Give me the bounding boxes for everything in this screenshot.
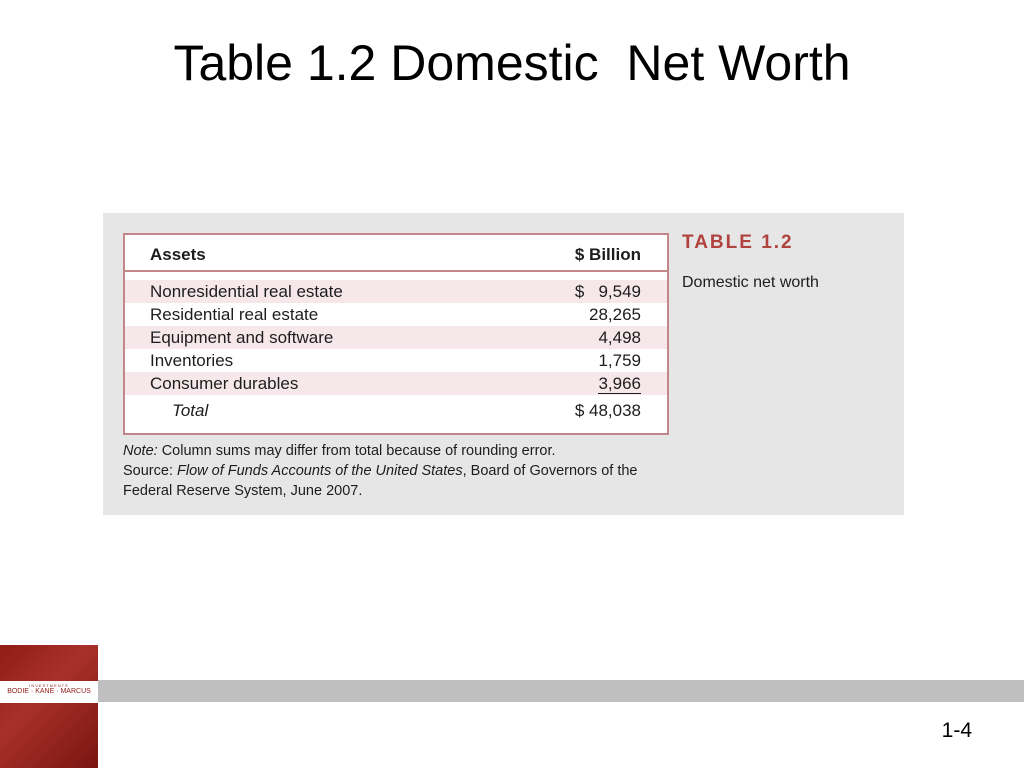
asset-value: 3,966 <box>598 374 641 393</box>
table-total-row <box>125 399 667 422</box>
page-number: 1-4 <box>941 719 972 742</box>
logo-band <box>0 681 98 703</box>
table-row <box>125 372 667 395</box>
book-logo <box>0 645 98 768</box>
asset-label: Nonresidential real estate <box>150 282 343 301</box>
note-label: Note: <box>123 443 158 459</box>
header-assets: Assets <box>150 245 206 264</box>
total-value: $ 48,038 <box>574 401 641 420</box>
header-value: $ Billion <box>574 245 641 264</box>
source-label: Source: <box>123 463 177 479</box>
logo-tagline: INVESTMENTS <box>29 683 69 688</box>
table-row <box>125 280 667 303</box>
asset-label: Equipment and software <box>150 328 334 347</box>
slide-title: Table 1.2 Domestic Net Worth <box>173 35 851 91</box>
table-header-row <box>125 243 667 266</box>
source-title: Flow of Funds Accounts of the United States <box>177 463 463 479</box>
net-worth-table <box>123 233 669 435</box>
note-line <box>123 441 683 461</box>
footer-bar <box>98 680 1024 702</box>
table-row <box>125 326 667 349</box>
table-row <box>125 349 667 372</box>
asset-value: 1,759 <box>598 351 641 370</box>
total-label: Total <box>172 401 209 420</box>
asset-value: 4,498 <box>598 328 641 347</box>
header-divider <box>125 270 667 272</box>
table-notes <box>123 441 683 501</box>
source-line <box>123 461 683 501</box>
asset-value: $ 9,549 <box>574 282 641 301</box>
note-text: Column sums may differ from total because of rounding error. <box>157 443 556 459</box>
table-panel <box>103 213 904 515</box>
table-caption: Domestic net worth <box>682 274 819 291</box>
asset-value: 28,265 <box>589 305 641 324</box>
source-text: , Board of Governors of the Federal Reserve System, June 2007. <box>123 463 638 499</box>
asset-label: Residential real estate <box>150 305 319 324</box>
asset-label: Consumer durables <box>150 374 299 393</box>
logo-text: BODIE · KANE · MARCUS <box>7 688 91 695</box>
asset-label: Inventories <box>150 351 234 370</box>
table-row <box>125 303 667 326</box>
table-label: TABLE 1.2 <box>682 232 794 253</box>
